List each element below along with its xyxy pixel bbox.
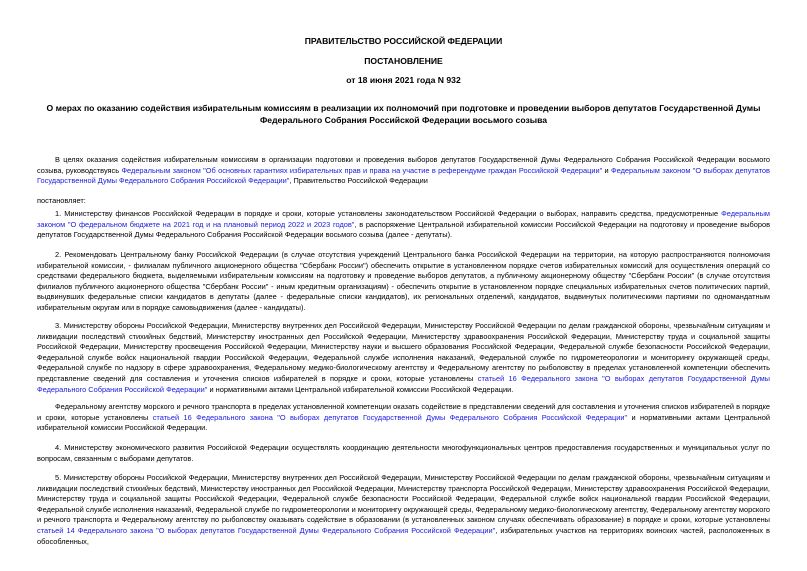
paragraph-3b-text-2: и нормативными актами Центральной избирательной комиссии Российской Федерации. [37, 412, 770, 433]
preamble-paragraph [37, 155, 770, 187]
paragraph-5 [37, 473, 770, 547]
paragraph-3-text-2: и нормативными актами Центральной избирательной комиссии Российской Федерации. [207, 384, 514, 394]
paragraph-1-text-1: 1. Министерству финансов Российской Федерации в порядке и сроки, которые установлены законодательством Российской Федерации о выборах, направить средства, предусмотренные [55, 209, 722, 218]
link-article-16-duma-law-2[interactable]: статьей 16 Федерального закона "О выборах депутатов Государственной Думы Федерального Собрания Российской Федерации" [152, 412, 628, 422]
resolves-label: постановляет: [37, 196, 86, 205]
paragraph-3 [37, 321, 770, 395]
paragraph-5-text-1: 5. Министерству обороны Российской Федерации, Министерству внутренних дел Российской Федерации, Министерству Российской Федерации по делам гражданской обороны, чрезвычайным ситуациям и ликвидации последствий стихийных бедствий, Министерству иностранных дел Российской Федерации, Министерству транспорта Российской Федерации, Министерству здравоохранения Российской Федерации, Министерству труда и социальной защиты Российской Федерации, Федеральной службе безопасности Российской Федерации, Федеральной службе войск национальной гвардии Российской Федерации, Федеральной службе исполнения наказаний, Федеральной службе по гидрометеорологии и мониторингу окружающей среды, Федеральному медико-биологическому агентству, Федеральному агентству морского и речного транспорта и Федеральному агентству по рыболовству оказывать содействие в образовании (в установленных законом случаях обеспечивать образование) в порядке и сроки, которые установлены [37, 473, 770, 525]
preamble-text-2: и [602, 165, 612, 175]
preamble-text-1: В целях оказания содействия избирательным комиссиям в организации подготовки и проведения выборов депутатов Государственной Думы Федерального Собрания Российской Федерации восьмого созыва, руководствуясь [37, 155, 770, 175]
preamble-text-3: , Правительство Российской Федерации [289, 176, 428, 186]
link-federal-law-duma-elections[interactable]: Федеральным законом "О выборах депутатов Государственной Думы Федерального Собрания Российской Федерации" [37, 165, 770, 186]
paragraph-3b-text-1: Федеральному агентству морского и речного транспорта в пределах установленной компетенции оказать содействие в представлении сведений для составления и уточнения списков избирателей в порядке и сроки, которые установлены [37, 402, 770, 422]
paragraph-3-text-1: 3. Министерству обороны Российской Федерации, Министерству внутренних дел Российской Федерации, Министерству Российской Федерации по делам гражданской обороны, чрезвычайным ситуациям и ликвидации последствий стихийных бедствий, Министерству иностранных дел Российской Федерации, Министерству здравоохранения Российской Федерации, Министерству труда и социальной защиты Российской Федерации, Министерству просвещения Российской Федерации, Министерству науки и высшего образования Российской Федерации, Федеральной службе безопасности Российской Федерации, Федеральной службе войск национальной гвардии Российской Федерации, Федеральной службе исполнения наказаний, Федеральной службе по гидрометеорологии и мониторингу окружающей среды, Федеральной службе по надзору в сфере здравоохранения, Федеральному медико-биологическому агентству и Федеральному агентству по рыболовству в пределах установленной компетенции обеспечить представление сведений для составления и уточнения списков избирателей в порядке и сроки, которые установлены [37, 321, 770, 383]
paragraph-1 [37, 209, 770, 241]
link-federal-budget-law[interactable]: Федеральным законом "О федеральном бюджете на 2021 год и на плановый период 2022 и 2023 годов" [37, 209, 770, 229]
link-federal-law-guarantees[interactable]: Федеральным законом "Об основных гарантиях избирательных прав и права на участие в референдуме граждан Российской Федерации" [121, 165, 603, 175]
paragraph-3-continuation [37, 402, 770, 434]
link-article-14-duma-law[interactable]: статьей 14 Федерального закона "О выборах депутатов Государственной Думы Федерального Собрания Российской Федерации" [37, 525, 496, 535]
document-date-number: от 18 июня 2021 года N 932 [346, 75, 461, 85]
paragraph-1-text-2: , в распоряжение Центральной избирательной комиссии Российской Федерации на подготовку и проведение выборов депутатов Государственной Думы Федерального Собрания Российской Федерации восьмого созыва (далее - депутаты). [37, 219, 770, 240]
paragraph-2: 2. Рекомендовать Центральному банку Российской Федерации (в случае отсутствия учреждений Центрального банка Российской Федерации на территории, на которую распространяются полномочия избирательной комиссии, - филиалам публичного акционерного общества "Сбербанк России") обеспечить открытие в установленном порядке счетов избирательных комиссий для осуществления операций со средствами федерального бюджета, выделяемыми избирательным комиссиям на подготовку и проведение выборов депутатов, а публичному акционерному обществу "Сбербанк России" (в случае отсутствия филиалов публичного акционерного общества "Сбербанк России" - иным кредитным организациям) - обеспечить открытие в установленном порядке специальных избирательных счетов политических партий, выдвинувших федеральные списки кандидатов в депутаты (далее - федеральные списки кандидатов), их региональных отделений, кандидатов, выдвинутых политическими партиями по одномандатным избирательным округам или в порядке самовыдвижения (далее - кандидаты). [37, 250, 770, 312]
government-heading: ПРАВИТЕЛЬСТВО РОССИЙСКОЙ ФЕДЕРАЦИИ [304, 36, 503, 46]
paragraph-4: 4. Министерству экономического развития Российской Федерации осуществлять координацию деятельности многофункциональных центров предоставления государственных и муниципальных услуг по вопросам, связанным с выборами депутатов. [37, 443, 770, 463]
document-type-heading: ПОСТАНОВЛЕНИЕ [364, 56, 443, 66]
document-title: О мерах по оказанию содействия избирательным комиссиям в реализации их полномочий при подготовке и проведении выборов депутатов Государственной Думы Федерального Собрания Российской Федерации восьмого созыва [46, 103, 761, 125]
paragraph-5-text-2: , избирательных участков на территориях воинских частей, расположенных в обособленных, [37, 525, 770, 546]
link-article-16-duma-law[interactable]: статьей 16 Федерального закона "О выборах депутатов Государственной Думы Федерального Собрания Российской Федерации" [37, 373, 770, 394]
